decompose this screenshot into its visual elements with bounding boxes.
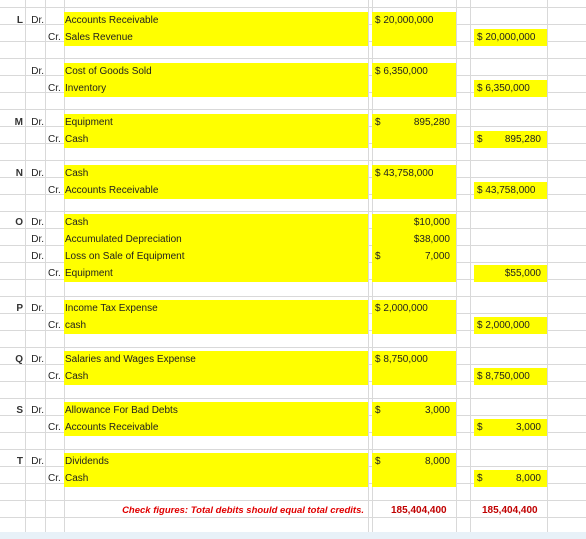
entry-letter: O	[15, 217, 23, 228]
gridline-row	[0, 160, 586, 161]
debit-label: Dr.	[31, 456, 44, 467]
debit-label: Dr.	[31, 117, 44, 128]
journal-row	[0, 214, 586, 231]
total-debits[interactable]: 185,404,400	[391, 505, 447, 516]
account-name-cell[interactable]: Salaries and Wages Expense	[64, 351, 368, 368]
account-name-cell[interactable]: Accounts Receivable	[64, 12, 368, 29]
gridline-row	[0, 347, 586, 348]
account-name-cell[interactable]: Accumulated Depreciation	[64, 231, 368, 248]
journal-row	[0, 29, 586, 46]
journal-row	[0, 265, 586, 282]
credit-label: Cr.	[48, 32, 61, 43]
currency-sign: $	[477, 134, 483, 145]
debit-label: Dr.	[31, 354, 44, 365]
journal-row	[0, 368, 586, 385]
credit-label: Cr.	[48, 134, 61, 145]
account-name-cell[interactable]: Cash	[64, 368, 368, 385]
debit-label: Dr.	[31, 168, 44, 179]
account-name-cell[interactable]: Income Tax Expense	[64, 300, 368, 317]
journal-row	[0, 12, 586, 29]
debit-label: Dr.	[31, 303, 44, 314]
journal-row	[0, 248, 586, 265]
debit-amount-cell[interactable]	[372, 351, 456, 368]
entry-letter: N	[15, 168, 23, 179]
amount-text: $ 43,758,000	[477, 185, 536, 196]
amount-text: $ 6,350,000	[375, 66, 428, 77]
amount-text: $ 6,350,000	[477, 83, 530, 94]
account-name-cell[interactable]: Equipment	[64, 265, 368, 282]
debit-amount-cell[interactable]	[372, 231, 456, 248]
amount-value: $10,000	[413, 217, 450, 228]
credit-label: Cr.	[48, 473, 61, 484]
debit-amount-cell[interactable]	[372, 300, 456, 317]
check-figures-note: Check figures: Total debits should equal total credits.	[122, 505, 364, 516]
credit-amount-cell[interactable]	[474, 419, 547, 436]
debit-amount-cell[interactable]	[372, 402, 456, 419]
journal-row	[0, 419, 586, 436]
credit-amount-cell[interactable]	[474, 368, 547, 385]
entry-letter: P	[16, 303, 23, 314]
gridline-row	[0, 7, 586, 8]
debit-amount-cell[interactable]	[372, 182, 456, 199]
debit-amount-cell[interactable]	[372, 63, 456, 80]
amount-value: 8,000	[515, 473, 541, 484]
amount-value: 7,000	[424, 251, 450, 262]
currency-sign: $	[375, 251, 381, 262]
credit-amount-cell[interactable]	[474, 317, 547, 334]
amount-value: $38,000	[413, 234, 450, 245]
gridline-row	[0, 296, 586, 297]
credit-label: Cr.	[48, 320, 61, 331]
journal-row	[0, 300, 586, 317]
debit-label: Dr.	[31, 405, 44, 416]
account-name-cell[interactable]: Accounts Receivable	[64, 182, 368, 199]
journal-row	[0, 182, 586, 199]
account-name-cell[interactable]: Sales Revenue	[64, 29, 368, 46]
check-figures-row	[0, 502, 586, 519]
debit-amount-cell[interactable]	[372, 470, 456, 487]
entry-letter: S	[16, 405, 23, 416]
amount-text: $ 2,000,000	[477, 320, 530, 331]
debit-label: Dr.	[31, 15, 44, 26]
credit-label: Cr.	[48, 422, 61, 433]
currency-sign: $	[375, 456, 381, 467]
credit-label: Cr.	[48, 371, 61, 382]
currency-sign: $	[477, 422, 483, 433]
journal-row	[0, 165, 586, 182]
entry-letter: Q	[15, 354, 23, 365]
debit-label: Dr.	[31, 66, 44, 77]
credit-amount-cell[interactable]	[474, 131, 547, 148]
amount-text: $ 8,750,000	[477, 371, 530, 382]
journal-row	[0, 402, 586, 419]
currency-sign: $	[375, 117, 381, 128]
debit-amount-cell[interactable]	[372, 265, 456, 282]
journal-row	[0, 470, 586, 487]
journal-row	[0, 114, 586, 131]
credit-label: Cr.	[48, 83, 61, 94]
amount-text: $ 20,000,000	[375, 15, 434, 26]
account-name-cell[interactable]: Allowance For Bad Debts	[64, 402, 368, 419]
debit-amount-cell[interactable]	[372, 165, 456, 182]
amount-text: $ 20,000,000	[477, 32, 536, 43]
debit-amount-cell[interactable]	[372, 453, 456, 470]
journal-row	[0, 80, 586, 97]
total-credits[interactable]: 185,404,400	[482, 505, 538, 516]
credit-amount-cell[interactable]	[474, 182, 547, 199]
amount-text: $ 2,000,000	[375, 303, 428, 314]
account-name-cell[interactable]: Cash	[64, 214, 368, 231]
amount-value: 3,000	[515, 422, 541, 433]
currency-sign: $	[477, 473, 483, 484]
gridline-row	[0, 109, 586, 110]
entry-letter: T	[16, 456, 23, 467]
entry-letter: L	[16, 15, 23, 26]
currency-sign: $	[375, 405, 381, 416]
account-name-cell[interactable]: Loss on Sale of Equipment	[64, 248, 368, 265]
amount-text: $ 43,758,000	[375, 168, 434, 179]
journal-row	[0, 131, 586, 148]
debit-amount-cell[interactable]	[372, 80, 456, 97]
journal-row	[0, 453, 586, 470]
account-name-cell[interactable]: Cash	[64, 131, 368, 148]
amount-value: 3,000	[424, 405, 450, 416]
journal-row	[0, 317, 586, 334]
gridline-row	[0, 58, 586, 59]
account-name-cell[interactable]: Cost of Goods Sold	[64, 63, 368, 80]
amount-text: $ 8,750,000	[375, 354, 428, 365]
debit-amount-cell[interactable]	[372, 368, 456, 385]
debit-amount-cell[interactable]	[372, 248, 456, 265]
gridline-row	[0, 449, 586, 450]
debit-amount-cell[interactable]	[372, 131, 456, 148]
account-name-cell[interactable]: Inventory	[64, 80, 368, 97]
amount-value: $55,000	[504, 268, 541, 279]
account-name-cell[interactable]: Equipment	[64, 114, 368, 131]
credit-amount-cell[interactable]	[474, 470, 547, 487]
amount-value: 895,280	[413, 117, 450, 128]
credit-label: Cr.	[48, 185, 61, 196]
debit-amount-cell[interactable]	[372, 12, 456, 29]
account-name-cell[interactable]: Accounts Receivable	[64, 419, 368, 436]
gridline-row	[0, 500, 586, 501]
debit-amount-cell[interactable]	[372, 419, 456, 436]
credit-label: Cr.	[48, 268, 61, 279]
amount-value: 8,000	[424, 456, 450, 467]
debit-amount-cell[interactable]	[372, 29, 456, 46]
amount-value: 895,280	[504, 134, 541, 145]
account-name-cell[interactable]: Cash	[64, 470, 368, 487]
debit-label: Dr.	[31, 217, 44, 228]
account-name-cell[interactable]: Dividends	[64, 453, 368, 470]
entry-letter: M	[14, 117, 23, 128]
horizontal-scrollbar[interactable]	[0, 532, 586, 539]
journal-row	[0, 63, 586, 80]
credit-amount-cell[interactable]	[474, 80, 547, 97]
debit-amount-cell[interactable]	[372, 214, 456, 231]
journal-row	[0, 231, 586, 248]
debit-label: Dr.	[31, 234, 44, 245]
credit-amount-cell[interactable]	[474, 29, 547, 46]
gridline-row	[0, 398, 586, 399]
debit-label: Dr.	[31, 251, 44, 262]
credit-amount-cell[interactable]	[474, 265, 547, 282]
account-name-cell[interactable]: Cash	[64, 165, 368, 182]
account-name-cell[interactable]: cash	[64, 317, 368, 334]
journal-row	[0, 351, 586, 368]
gridline-row	[0, 211, 586, 212]
debit-amount-cell[interactable]	[372, 317, 456, 334]
debit-amount-cell[interactable]	[372, 114, 456, 131]
